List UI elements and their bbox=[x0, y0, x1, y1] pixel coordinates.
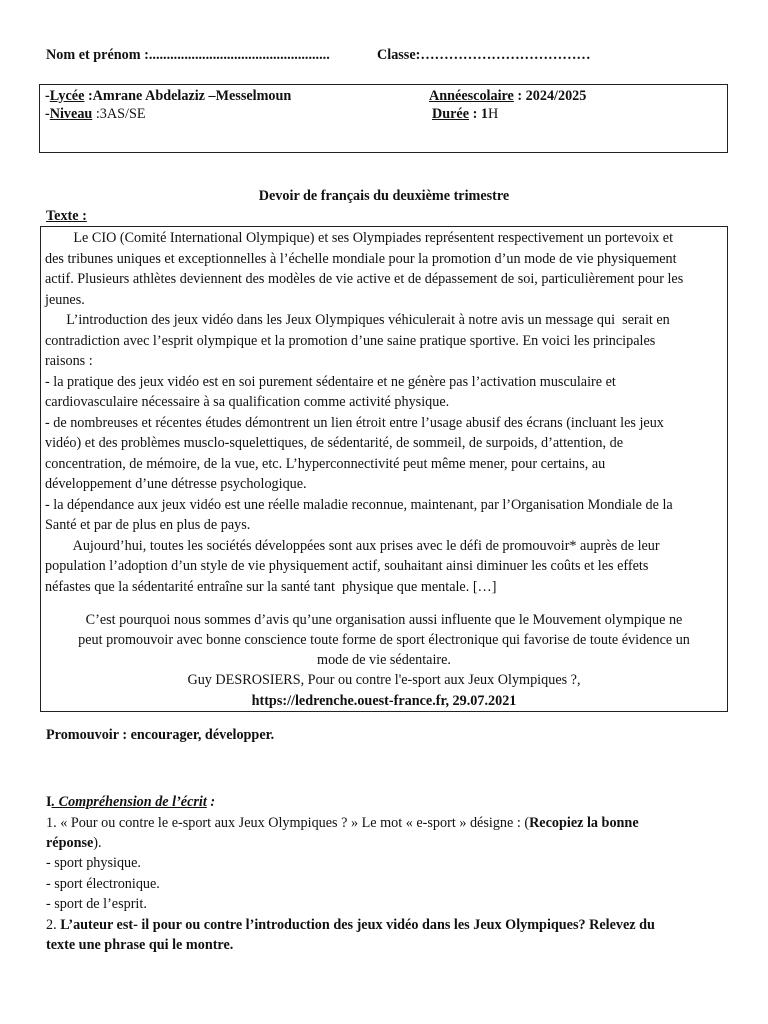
niveau-label: Niveau bbox=[49, 106, 93, 122]
text-line: Aujourd’hui, toutes les sociétés développées sont aux prises avec le défi de promouvoir* auprès de leur bbox=[45, 537, 660, 554]
page-title: Devoir de français du deuxième trimestre bbox=[258, 188, 510, 204]
question-1-instruction: Recopiez la bonne bbox=[529, 815, 639, 831]
answer-option: - sport de l’esprit. bbox=[46, 896, 147, 912]
text-line: Le CIO (Comité International Olympique) et ses Olympiades représentent respectivement un portevoix et bbox=[45, 230, 674, 246]
texte-label: Texte : bbox=[46, 208, 87, 224]
lycee-line: -Lycée :Amrane Abdelaziz –Messelmoun bbox=[45, 88, 292, 104]
duree-label: Durée bbox=[432, 106, 470, 122]
niveau-value: :3AS/SE bbox=[92, 106, 146, 122]
annee-label: Annéescolaire bbox=[429, 88, 514, 104]
question-2-cont: texte une phrase qui le montre. bbox=[46, 937, 234, 953]
text-line: cardiovasculaire nécessaire à sa qualification comme activité physique. bbox=[45, 394, 450, 410]
text-line: - la pratique des jeux vidéo est en soi purement sédentaire et ne génère pas l’activation musculaire et bbox=[45, 373, 616, 390]
annee-line bbox=[429, 88, 586, 105]
text-line: actif. Plusieurs athlètes deviennent des modèles de vie active et de dépassement de soi, particulièrement pour les bbox=[45, 271, 684, 287]
answer-option: - sport physique. bbox=[46, 855, 141, 871]
class-label: Classe: bbox=[377, 47, 421, 63]
duree-line: Durée : 1H bbox=[432, 106, 499, 122]
student-name-field[interactable] bbox=[46, 47, 330, 64]
school-info-box bbox=[39, 84, 728, 153]
text-line: néfastes que la sédentarité entraîne sur la santé tant physique que mentale. […] bbox=[45, 578, 497, 595]
section-title: . Compréhension de l’écrit bbox=[51, 794, 207, 810]
text-line: vidéo) et des problèmes musclo-squelettiques, de sédentarité, de sommeil, de surpoids, d’attention, de bbox=[45, 435, 623, 451]
question-1-cont: réponse). bbox=[46, 835, 102, 851]
vocabulary-note: Promouvoir : encourager, développer. bbox=[46, 727, 275, 743]
text-line: L’introduction des jeux vidéo dans les Jeux Olympiques véhiculerait à notre avis un message qui serait en bbox=[45, 312, 670, 328]
question-1: 1. « Pour ou contre le e-sport aux Jeux Olympiques ? » Le mot « e-sport » désigne : (Recopiez la bonne bbox=[46, 815, 639, 831]
section-heading: I. Compréhension de l’écrit : bbox=[46, 794, 216, 810]
text-line: concentration, de mémoire, de la vue, etc. L’hyperconnectivité peut même mener, pour certains, au bbox=[45, 455, 606, 472]
question-2: 2. L’auteur est- il pour ou contre l’introduction des jeux vidéo dans les Jeux Olympiques? Relevez du bbox=[46, 917, 655, 933]
lycee-label: Lycée bbox=[49, 88, 85, 104]
name-dots: ................................................... bbox=[148, 47, 330, 63]
lycee-value: :Amrane Abdelaziz –Messelmoun bbox=[84, 88, 292, 104]
text-line: Santé et par de plus en plus de pays. bbox=[45, 517, 251, 533]
name-label: Nom et prénom : bbox=[46, 47, 149, 63]
text-line: - la dépendance aux jeux vidéo est une réelle maladie reconnue, maintenant, par l’Organisation Mondiale de la bbox=[45, 496, 673, 513]
text-line: - de nombreuses et récentes études démontrent un lien étroit entre l’usage abusif des écrans (incluant les jeux bbox=[45, 414, 664, 431]
class-dots: ……………………………… bbox=[420, 47, 591, 63]
text-line: population l’adoption d’un style de vie physiquement actif, souhaitant ainsi diminuer les coûts et les effets bbox=[45, 558, 649, 574]
conclusion-line: peut promouvoir avec bonne conscience toute forme de sport électronique qui favorise de toute évidence un bbox=[78, 632, 690, 648]
source-citation: Guy DESROSIERS, Pour ou contre l'e-sport aux Jeux Olympiques ?, bbox=[187, 672, 581, 688]
duree-number: 1 bbox=[480, 106, 488, 122]
conclusion-line: C’est pourquoi nous sommes d’avis qu’une organisation aussi influente que le Mouvement olympique ne bbox=[85, 612, 683, 628]
section-number: I bbox=[46, 794, 52, 810]
text-line: contradiction avec l’esprit olympique et la promotion d’une saine pratique sportive. En voici les principales bbox=[45, 332, 656, 349]
class-field[interactable] bbox=[377, 47, 591, 64]
niveau-line: -Niveau :3AS/SE bbox=[45, 106, 146, 122]
duree-unit: H bbox=[487, 106, 499, 122]
conclusion-line: mode de vie sédentaire. bbox=[317, 652, 451, 668]
reading-text-box bbox=[40, 226, 728, 712]
text-line: des tribunes uniques et exceptionnelles à l’échelle mondiale pour la promotion d’un mode de vie physiquement bbox=[45, 250, 677, 267]
text-line: jeunes. bbox=[45, 291, 85, 308]
source-link[interactable]: https://ledrenche.ouest-france.fr, 29.07.2021 bbox=[251, 693, 517, 709]
annee-value: : 2024/2025 bbox=[513, 88, 587, 104]
text-line: développement d’une détresse psychologique. bbox=[45, 476, 307, 492]
text-line: raisons : bbox=[45, 353, 93, 369]
answer-option: - sport électronique. bbox=[46, 876, 160, 892]
